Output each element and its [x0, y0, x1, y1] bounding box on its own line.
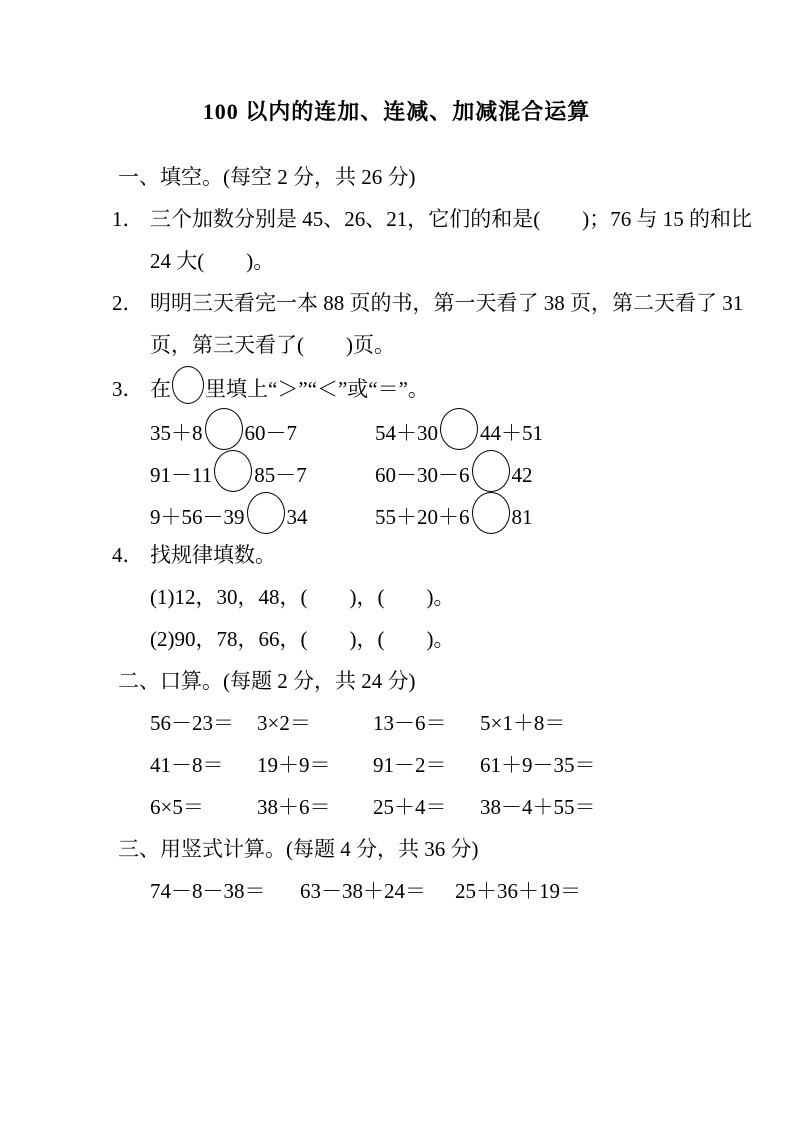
section-column-heading: 三、用竖式计算。(每题 4 分，共 36 分)	[118, 837, 479, 861]
compare-cell	[150, 408, 375, 454]
oral-problem: 41－8＝	[150, 753, 224, 777]
item-3-number: 3．	[112, 377, 144, 401]
compare-expr-left: 9＋56－39	[150, 505, 245, 529]
item-2-text-1: 明明三天看完一本 88 页的书，第一天看了 38 页，第二天看了 31	[150, 291, 744, 315]
compare-row	[150, 450, 687, 492]
comparison-circle	[472, 492, 510, 534]
compare-expr-right: 42	[511, 463, 533, 487]
compare-expr-right: 44＋51	[480, 421, 543, 445]
column-problem: 25＋36＋19＝	[455, 879, 581, 903]
item-3-line	[112, 366, 687, 408]
comparison-circle	[440, 408, 478, 450]
oral-problem: 19＋9＝	[257, 753, 331, 777]
compare-expr-right: 34	[286, 505, 308, 529]
item-1-text-1: 三个加数分别是 45、26、21，它们的和是( )；76 与 15 的和比	[150, 207, 752, 231]
worksheet-content	[112, 156, 752, 912]
compare-expr-left: 91－11	[150, 463, 213, 487]
item-4-label: 找规律填数。	[150, 543, 276, 567]
item-4-line	[112, 534, 687, 576]
oral-problem: 91－2＝	[373, 753, 447, 777]
item-1-line-1	[112, 198, 752, 240]
comparison-circle	[247, 492, 285, 534]
worksheet-title: 100 以内的连加、连减、加减混合运算	[202, 99, 591, 124]
compare-expr-right: 85－7	[254, 463, 307, 487]
item-4-sub-2: (2)90，78，66，( )，( )。	[150, 627, 455, 651]
compare-expr-right: 60－7	[244, 421, 297, 445]
oral-problem: 6×5＝	[150, 795, 204, 819]
compare-expr-left: 54＋30	[375, 421, 438, 445]
item-2-line-2: 页，第三天看了( )页。	[150, 333, 395, 357]
compare-expr-left: 35＋8	[150, 421, 203, 445]
item-2-number: 2．	[112, 291, 144, 315]
compare-cell	[150, 492, 375, 538]
column-problem: 63－38＋24＝	[300, 879, 426, 903]
compare-cell	[375, 505, 533, 529]
compare-expr-left: 60－30－6	[375, 463, 470, 487]
oral-problem: 38＋6＝	[257, 795, 331, 819]
oral-problem: 25＋4＝	[373, 795, 447, 819]
comparison-circle	[214, 450, 252, 492]
comparison-circle	[205, 408, 243, 450]
compare-row	[150, 408, 687, 450]
answer-circle	[172, 366, 204, 404]
item-3-text-post: 里填上“＞”“＜”或“＝”。	[205, 377, 429, 401]
item-3-text-pre: 在	[150, 377, 171, 401]
item-1-line-2: 24 大( )。	[150, 249, 275, 273]
column-problems-row	[150, 870, 687, 912]
oral-row	[150, 786, 687, 828]
compare-cell	[375, 463, 533, 487]
oral-problem: 13－6＝	[373, 711, 447, 735]
comparison-circle	[472, 450, 510, 492]
compare-expr-right: 81	[511, 505, 533, 529]
oral-row	[150, 744, 687, 786]
item-2-line-1	[112, 282, 744, 324]
oral-problem: 38－4＋55＝	[480, 795, 596, 819]
column-problem: 74－8－38＝	[150, 879, 266, 903]
compare-cell	[150, 450, 375, 496]
oral-problem: 3×2＝	[257, 711, 311, 735]
compare-expr-left: 55＋20＋6	[375, 505, 470, 529]
item-4-number: 4．	[112, 543, 144, 567]
item-4-sub-1: (1)12，30，48，( )，( )。	[150, 585, 455, 609]
oral-row	[150, 702, 687, 744]
oral-problem: 5×1＋8＝	[480, 711, 566, 735]
oral-problem: 56－23＝	[150, 711, 234, 735]
compare-row	[150, 492, 687, 534]
section-fill-heading: 一、填空。(每空 2 分，共 26 分)	[118, 165, 416, 189]
oral-problem: 61＋9－35＝	[480, 753, 596, 777]
item-1-number: 1．	[112, 207, 144, 231]
section-oral-heading: 二、口算。(每题 2 分，共 24 分)	[118, 669, 416, 693]
compare-cell	[375, 421, 543, 445]
